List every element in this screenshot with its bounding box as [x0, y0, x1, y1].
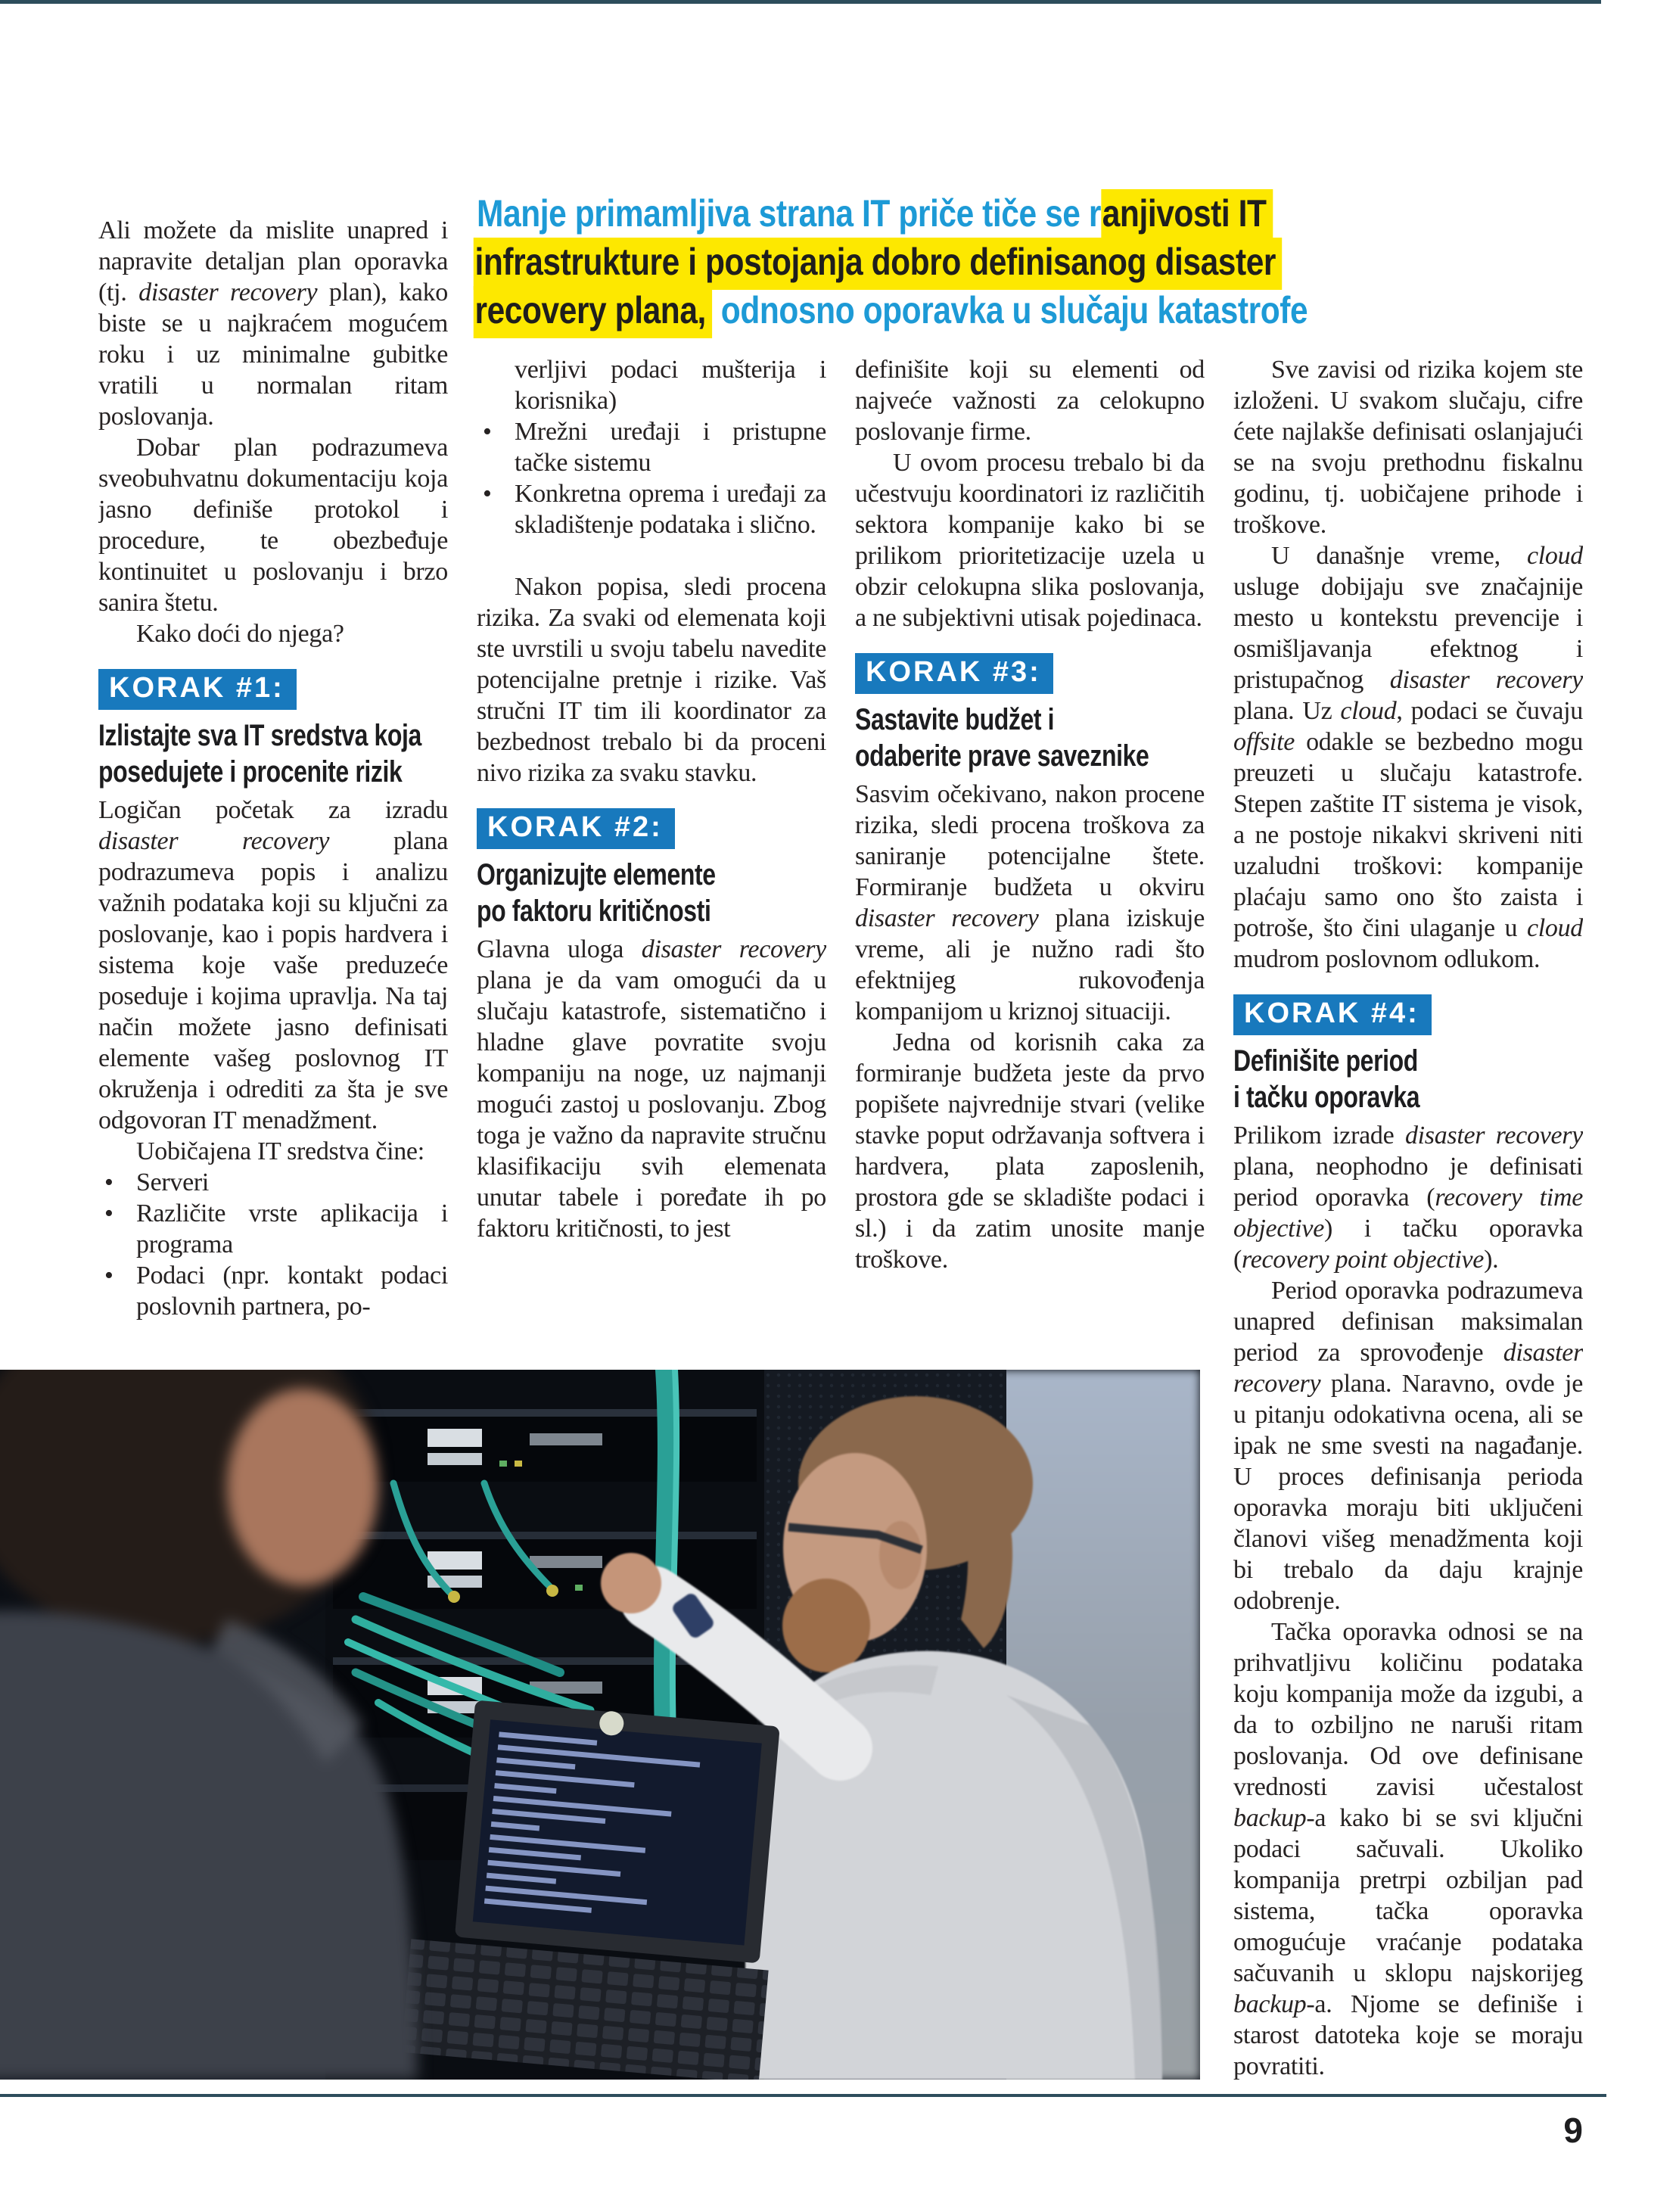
section-subhead-line: odaberite prave saveznike	[855, 739, 1149, 773]
foreground-ear	[227, 1389, 378, 1585]
paragraph: Sve zavisi od rizika kojem ste izloženi. U svakom slučaju, cifre ćete najlakše definisati oslanjajući se na svoju prethodnu fiskalnu godinu, tj. uobičajene prihode i troškove.	[1233, 356, 1583, 539]
technician-beard	[782, 1579, 870, 1672]
foreground-person	[0, 1370, 418, 2080]
bullet-icon: •	[104, 1199, 113, 1227]
paragraph: Nakon popisa, sledi procena rizika. Za svaki od elemenata koji ste uvrstili u svoju tabelu navedite potencijalne pretnje i rizike. Vaš stručni IT tim ili koordinator za bezbednost trebalo bi da proceni nivo rizika za svaku stavku.	[477, 573, 826, 787]
paragraph: Jedna od korisnih caka za formiranje budžeta jeste da prvo popišete najvrednije stvari (velike stavke poput održavanja softvera i hardvera, plata zaposlenih, prostora gde se skladište podaci i sl.) i da zatim unosite manje troškove.	[855, 1028, 1205, 1274]
bullet-item: • Različite vrste aplikacija i programa	[104, 1199, 448, 1258]
bottom-rule	[0, 2094, 1606, 2097]
headline-line	[477, 189, 1480, 238]
paragraph: Uobičajena IT sredstva čine:	[136, 1137, 424, 1165]
column-1	[98, 215, 448, 1365]
section-subhead-line: Sastavite budžet i	[855, 703, 1055, 736]
paragraph: Period oporavka podrazumeva unapred definisan maksimalan period za sprovođenje disaster recovery plana. Naravno, ovde je u pitanju odokativna ocena, ali se ipak ne sme svesti na nagađanje. U proces definisanja perioda oporavka moraju biti uključeni članovi višeg menadžmenta koji bi trebalo da daju krajnje odobrenje.	[1233, 1277, 1583, 1615]
headline-line	[474, 238, 1480, 286]
paragraph: Tačka oporavka odnosi se na prihvatljivu količinu podataka koju kompanija može da izgubi, a da to ozbiljno ne naruši ritam poslovanja. Od ove definisane vrednosti zavisi učestalost backup-a kako bi se svi ključni podaci sačuvali. Ukoliko kompanija pretrpi ozbiljan pad sistema, tačka oporavka omogućuje vraćanje podataka sačuvanih u sklopu najskorijeg backup-a. Njome se definiše i starost datoteka koje se moraju povratiti.	[1233, 1618, 1583, 2080]
bullet-icon: •	[483, 418, 492, 446]
column-2	[477, 354, 826, 1368]
section-subhead-line: Organizujte elemente	[477, 858, 716, 891]
bullet-continuation: verljivi podaci mušterija i korisnika)	[515, 356, 826, 415]
korak-badge: KORAK #4:	[1233, 994, 1432, 1035]
section-subhead	[477, 857, 826, 929]
paragraph: Ali možete da mislite unapred i napravite detaljan plan oporavka (tj. disaster recovery plan), kako biste se u najkraćem mogućem roku i uz minimalne gubitke vratili u normalan ritam poslovanja.	[98, 216, 448, 431]
laptop-screen	[473, 1719, 762, 1945]
bullet-item: • Serveri	[104, 1168, 210, 1196]
headline-line	[474, 286, 1480, 334]
section-subhead	[1233, 1043, 1583, 1115]
korak-badge-row	[1233, 994, 1583, 1035]
korak-badge: KORAK #1:	[98, 669, 297, 710]
section-subhead-line: i tačku oporavka	[1233, 1081, 1420, 1114]
bullet-item: • Konkretna oprema i uređaji za skladištenje podataka i slično.	[483, 480, 826, 539]
paragraph: Logičan početak za izradu disaster recovery plana podrazumeva popis i analizu važnih podataka koji su ključni za poslovanje, kao i popis hardvera i sistema koje vaše preduzeće poseduje i kojima upravlja. Na taj način možete jasno definisati elemente vašeg poslovnog IT okruženja i odrediti za šta je sve odgovoran IT menadžment.	[98, 796, 448, 1134]
top-rule	[0, 0, 1601, 4]
column-4	[1233, 354, 1583, 2095]
headline-blue-text: odnosno oporavka u slučaju katastrofe	[712, 289, 1308, 331]
paragraph: Dobar plan podrazumeva sveobuhvatnu dokumentaciju koja jasno definiše protokol i procedure, te obezbeđuje kontinuitet u poslovanju i brzo sanira štetu.	[98, 434, 448, 617]
korak-badge-row	[477, 808, 826, 849]
paragraph: Sasvim očekivano, nakon procene rizika, sledi procena troškova za saniranje potencijalne štete. Formiranje budžeta u okviru disaster recovery plana iziskuje vreme, ali je nužno radi što efektnijeg rukovođenja kompanijom u kriznoj situaciji.	[855, 780, 1205, 1025]
korak-badge: KORAK #3:	[855, 653, 1053, 694]
korak-badge: KORAK #2:	[477, 808, 675, 849]
server-room-photo	[0, 1370, 1200, 2080]
headline-blue-text: Manje primamljiva strana IT priče tiče se r	[477, 192, 1102, 235]
section-subhead-line: posedujete i procenite rizik	[98, 755, 403, 789]
paragraph: Kako doći do njega?	[136, 620, 344, 648]
section-subhead-line: Definišite period	[1233, 1044, 1418, 1078]
headline-highlighted-text: recovery plana,	[474, 286, 713, 338]
paragraph: definišite koji su elementi od najveće važnosti za celokupno poslovanje firme.	[855, 356, 1205, 446]
korak-badge-row	[98, 669, 448, 710]
section-subhead-line: po faktoru kritičnosti	[477, 894, 711, 928]
vertical-gap	[477, 540, 826, 571]
column-3	[855, 354, 1205, 1368]
page-number: 9	[1563, 2111, 1583, 2150]
bullet-icon: •	[483, 480, 492, 508]
bullet-item: • Mrežni uređaji i pristupne tačke sistemu	[483, 418, 826, 477]
section-subhead	[98, 717, 448, 790]
headline	[474, 189, 1657, 334]
headline-highlighted-text: anjivosti IT	[1101, 189, 1273, 241]
paragraph: U današnje vreme, cloud usluge dobijaju sve značajnije mesto u kontekstu prevencije i osmišljavanja efektnog i pristupačnog disaster recovery plana. Uz cloud, podaci se čuvaju offsite odakle se bezbedno mogu preuzeti u slučaju katastrofe. Stepen zaštite IT sistema je visok, a ne postoje nikakvi skriveni niti uzaludni troškovi: kompanije plaćaju samo ono što zaista i potroše, što čini ulaganje u cloud mudrom poslovnom odlukom.	[1233, 542, 1583, 973]
paragraph: Glavna uloga disaster recovery plana je da vam omogući da u slučaju katastrofe, sistematično i hladne glave povratite svoju kompaniju na noge, uz najmanji mogući zastoj u poslovanju. Zbog toga je važno da napravite stručnu klasifikaciju svih elemenata unutar tabele i poređate ih po faktoru kritičnosti, to jest	[477, 935, 826, 1243]
bullet-icon: •	[104, 1168, 113, 1196]
paragraph: U ovom procesu trebalo bi da učestvuju koordinatori iz različitih sektora kompanije kako bi se prilikom prioritetizacije uzela u obzir celokupna slika poslovanja, a ne subjektivni utisak pojedinaca.	[855, 449, 1205, 632]
technician-hand	[601, 1553, 661, 1613]
headline-highlighted-text: infrastrukture i postojanja dobro definisanog disaster	[474, 238, 1283, 290]
section-subhead	[855, 702, 1205, 774]
bullet-icon: •	[104, 1262, 113, 1290]
korak-badge-row	[855, 653, 1205, 694]
bullet-item: • Podaci (npr. kontakt podaci poslovnih partnera, po-	[104, 1262, 448, 1321]
paragraph: Prilikom izrade disaster recovery plana, neophodno je definisati period oporavka (recovery time objective) i tačku oporavka (recovery point objective).	[1233, 1122, 1583, 1274]
section-subhead-line: Izlistajte sva IT sredstva koja	[98, 719, 421, 752]
